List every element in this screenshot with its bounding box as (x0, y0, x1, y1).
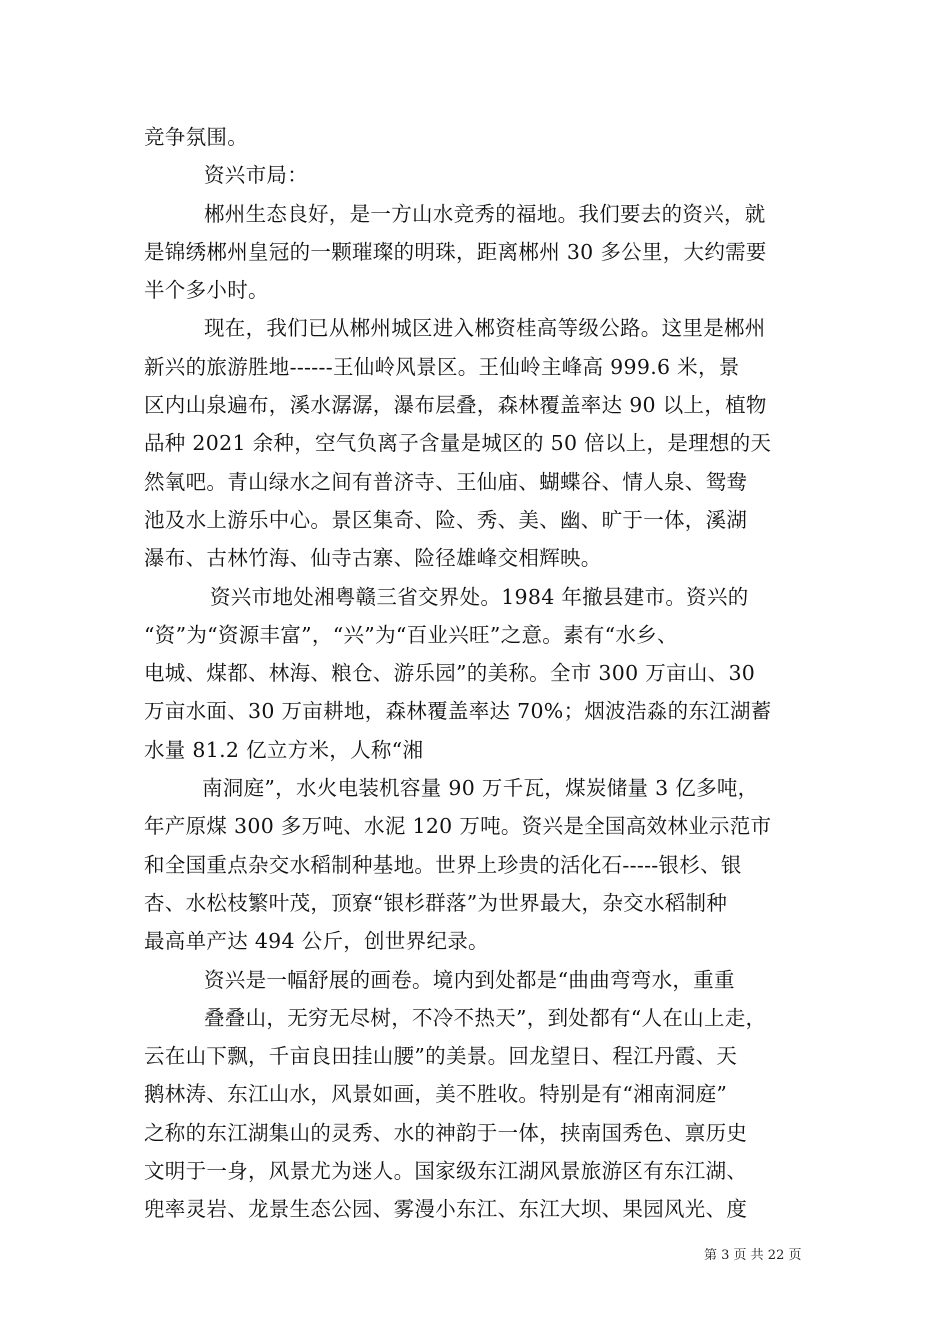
page-number: 第 3 页 共 22 页 (704, 1248, 802, 1263)
text-line: 然氧吧。青山绿水之间有普济寺、王仙庙、蝴蝶谷、情人泉、鸳鸯 (144, 469, 748, 494)
text-line: 品种 2021 余种，空气负离子含量是城区的 50 倍以上，是理想的天 (144, 431, 772, 456)
text-line: 郴州生态良好，是一方山水竞秀的福地。我们要去的资兴，就 (204, 201, 766, 226)
text-line: 鹅林涛、东江山水，风景如画，美不胜收。特别是有“湘南洞庭” (144, 1082, 728, 1107)
text-line: 瀑布、古林竹海、仙寺古寨、险径雄峰交相辉映。 (144, 546, 602, 571)
text-line: 区内山泉遍布，溪水潺潺，瀑布层叠，森林覆盖率达 90 以上，植物 (144, 393, 767, 418)
text-line: 资兴市局： (204, 163, 308, 188)
text-line: “资”为“资源丰富”，“兴”为“百业兴旺”之意。素有“水乡、 (144, 622, 678, 647)
text-line: 电城、煤都、林海、粮仓、游乐园”的美称。全市 300 万亩山、30 (144, 661, 756, 686)
text-line: 水量 81.2 亿立方米，人称“湘 (144, 737, 424, 762)
text-line: 新兴的旅游胜地------王仙岭风景区。王仙岭主峰高 999.6 米，景 (144, 354, 740, 379)
text-line: 之称的东江湖集山的灵秀、水的神韵于一体，挟南国秀色、禀历史 (144, 1120, 748, 1145)
text-line: 最高单产达 494 公斤，创世界纪录。 (144, 929, 489, 954)
text-line: 云在山下飘，千亩良田挂山腰”的美景。回龙望日、程江丹霞、天 (144, 1044, 738, 1069)
text-line: 竞争氛围。 (144, 125, 248, 149)
text-line: 资兴市地处湘粤赣三省交界处。1984 年撤县建市。资兴的 (210, 584, 749, 609)
text-line: 年产原煤 300 多万吨、水泥 120 万吨。资兴是全国高效林业示范市 (144, 814, 772, 839)
text-line: 万亩水面、30 万亩耕地，森林覆盖率达 70%；烟波浩淼的东江湖蓄 (144, 699, 772, 724)
text-line: 文明于一身，风景尤为迷人。国家级东江湖风景旅游区有东江湖、 (144, 1159, 748, 1184)
text-line: 半个多小时。 (144, 278, 269, 303)
text-line: 资兴是一幅舒展的画卷。境内到处都是“曲曲弯弯水，重重 (204, 967, 735, 992)
text-line: 现在，我们已从郴州城区进入郴资桂高等级公路。这里是郴州 (204, 316, 766, 341)
text-line: 是锦绣郴州皇冠的一颗璀璨的明珠，距离郴州 30 多公里，大约需要 (144, 239, 767, 264)
text-line: 南洞庭”，水火电装机容量 90 万千瓦，煤炭储量 3 亿多吨， (202, 776, 759, 801)
body-text (144, 118, 834, 1229)
text-line: 杏、水松枝繁叶茂，顶寮“银杉群落”为世界最大，杂交水稻制种 (144, 890, 728, 915)
text-line: 叠叠山，无穷无尽树，不冷不热天”，到处都有“人在山上走， (204, 1005, 767, 1030)
text-line: 和全国重点杂交水稻制种基地。世界上珍贵的活化石-----银杉、银 (144, 852, 742, 877)
text-line: 池及水上游乐中心。景区集奇、险、秀、美、幽、旷于一体，溪湖 (144, 507, 748, 532)
text-line: 兜率灵岩、龙景生态公园、雾漫小东江、东江大坝、果园风光、度 (144, 1197, 748, 1222)
